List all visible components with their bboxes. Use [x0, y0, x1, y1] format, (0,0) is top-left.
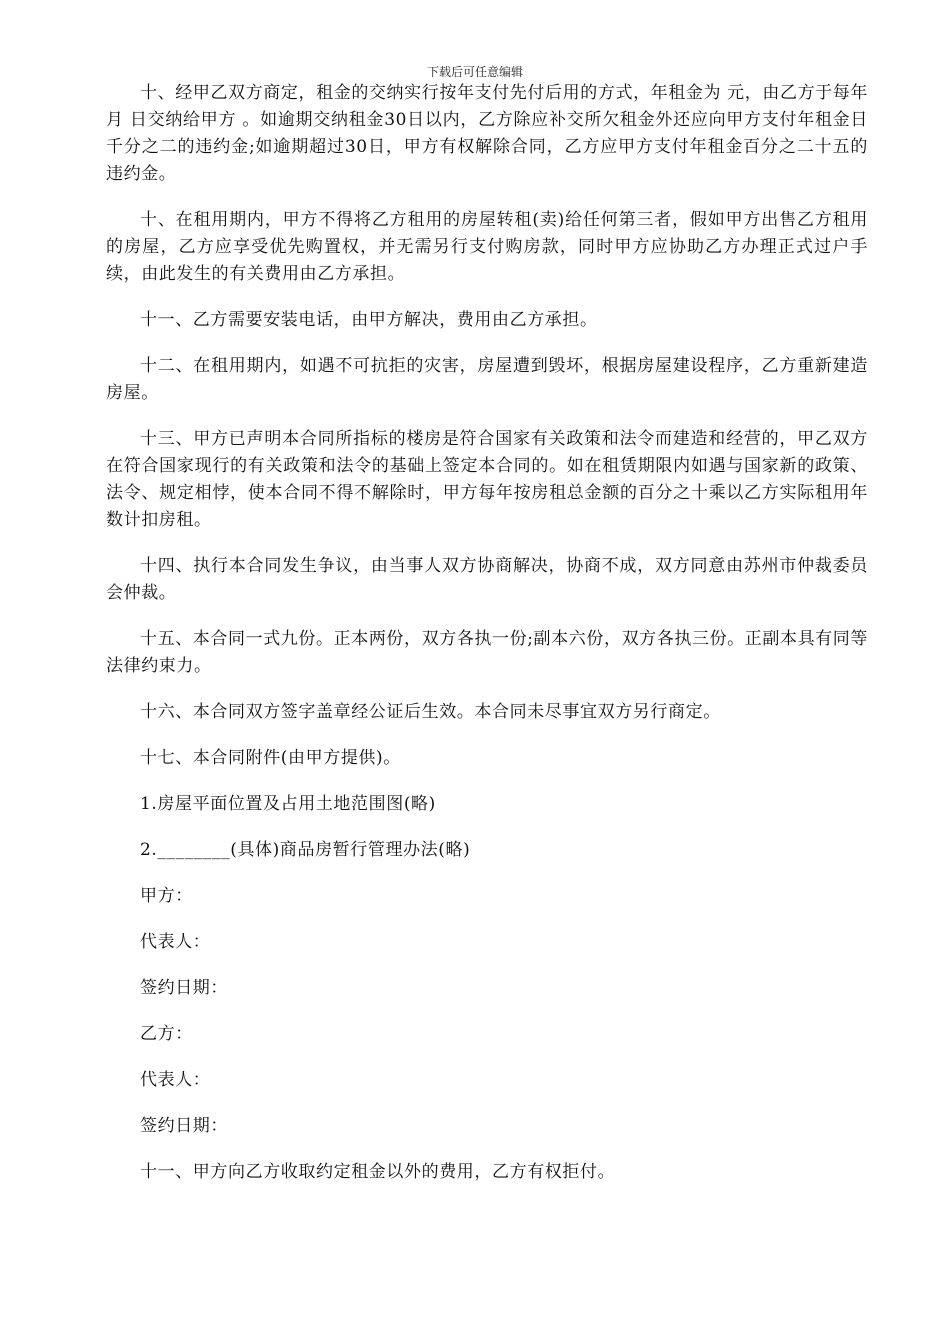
party-b-sign-date: 签约日期：: [140, 1116, 228, 1136]
clause-no-sublet: 十、在租用期内，甲方不得将乙方租用的房屋转租(卖)给任何第三者，假如甲方出售乙方租用的房屋，乙方应享受优先购置权，并无需另行支付购房款，同时甲方应协助乙方办理正式过户手续，由此发生的有关费用由乙方承担。: [106, 210, 868, 284]
attachment-item-2: 2.________(具体)商品房暂行管理办法(略): [140, 840, 471, 860]
party-a-representative: 代表人：: [140, 932, 211, 952]
party-a-label: 甲方：: [140, 886, 193, 906]
clause-extra-fees: 十一、甲方向乙方收取约定租金以外的费用，乙方有权拒付。: [140, 1162, 616, 1182]
clause-rent-payment: 十、经甲乙双方商定，租金的交纳实行按年支付先付后用的方式，年租金为 元，由乙方于每年 月 日交纳给甲方 。如逾期交纳租金30日以内，乙方除应补交所欠租金外还应向甲方支付年租金日千分之二的违约金;如逾期超过30日，甲方有权解除合同，乙方应甲方支付年租金百分之二十五的违约金。: [106, 83, 868, 184]
clause-force-majeure: 十二、在租用期内，如遇不可抗拒的灾害，房屋遭到毁坏，根据房屋建设程序，乙方重新建造房屋。: [106, 356, 868, 403]
clause-policy-compliance: 十三、甲方已声明本合同所指标的楼房是符合国家有关政策和法令而建造和经营的，甲乙双方在符合国家现行的有关政策和法令的基础上签定本合同的。如在租赁期限内如遇与国家新的政策、法令、规定相悖，使本合同不得不解除时，甲方每年按房租总金额的百分之十乘以乙方实际租用年数计扣房租。: [106, 429, 868, 530]
party-b-representative: 代表人：: [140, 1070, 211, 1090]
clause-copies: 十五、本合同一式九份。正本两份，双方各执一份;副本六份，双方各执三份。正副本具有同等法律约束力。: [106, 629, 868, 676]
clause-telephone: 十一、乙方需要安装电话，由甲方解决，费用由乙方承担。: [140, 310, 598, 330]
attachment-item-1: 1.房屋平面位置及占用土地范围图(略): [140, 794, 436, 814]
party-b-label: 乙方：: [140, 1024, 193, 1044]
document-body: [106, 80, 868, 1205]
party-a-sign-date: 签约日期：: [140, 978, 228, 998]
clause-attachments: 十七、本合同附件(由甲方提供)。: [140, 748, 401, 768]
clause-dispute: 十四、执行本合同发生争议，由当事人双方协商解决，协商不成，双方同意由苏州市仲裁委员会仲裁。: [106, 556, 868, 603]
header-note: 下载后可任意编辑: [426, 65, 523, 79]
clause-effective: 十六、本合同双方签字盖章经公证后生效。本合同未尽事宜双方另行商定。: [140, 702, 721, 722]
